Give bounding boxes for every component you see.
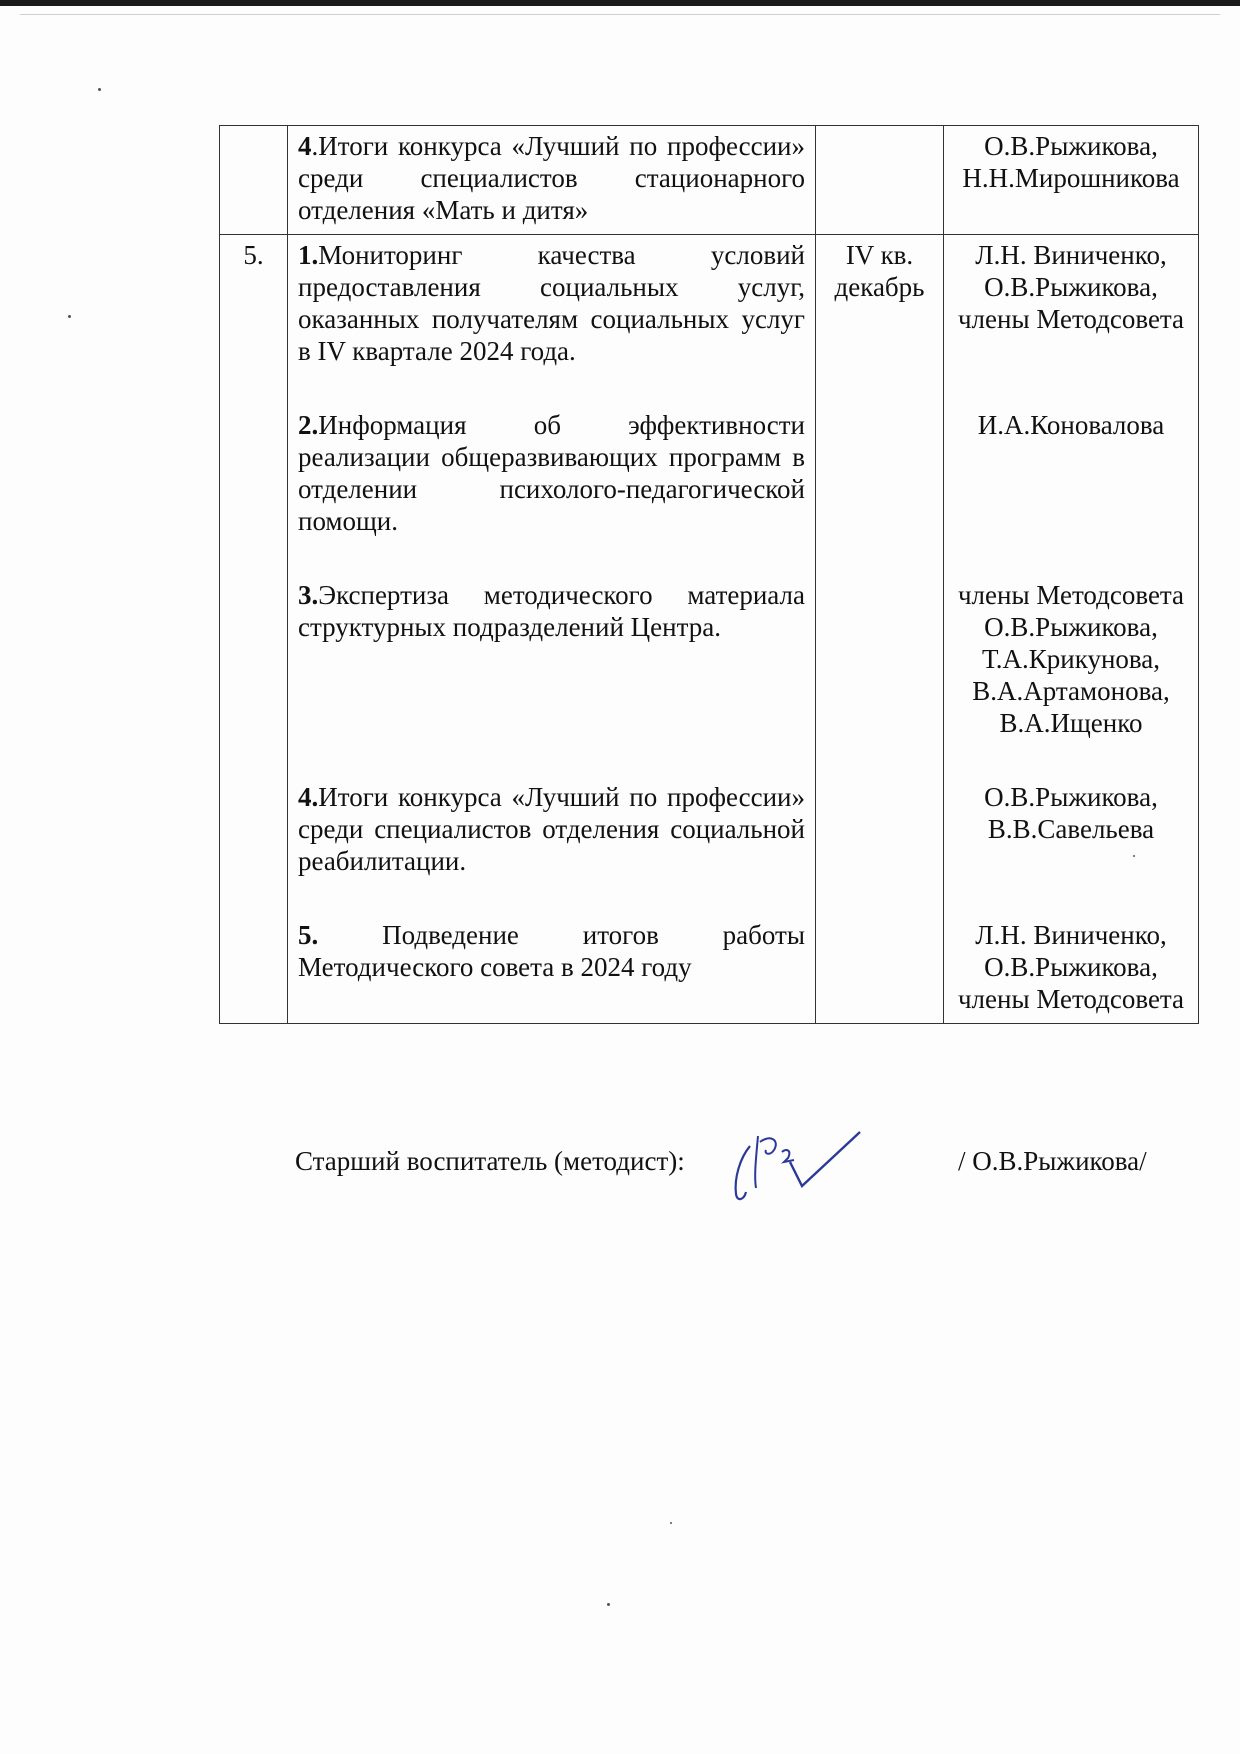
row-number-cell [220, 375, 288, 545]
date-cell [816, 885, 944, 1024]
table-row [220, 375, 1199, 545]
signature-name: / О.В.Рыжикова/ [958, 1146, 1147, 1176]
date-cell [816, 126, 944, 235]
responsible-person: Л.Н. Виниченко, [975, 240, 1167, 270]
table-row [220, 126, 1199, 235]
responsible-cell [944, 747, 1199, 885]
date-cell [816, 545, 944, 747]
date-cell [816, 747, 944, 885]
table-row [220, 747, 1199, 885]
agenda-item-cell [288, 747, 816, 885]
agenda-item-text: .Итоги конкурса «Лучший по профессии» среди специалистов стационарного отделения «Мать и дитя» [298, 131, 805, 225]
agenda-item [298, 579, 805, 643]
agenda-item [298, 130, 805, 226]
responsible-person: О.В.Рыжикова, [984, 952, 1158, 982]
responsible-person: О.В.Рыжикова, [984, 612, 1158, 642]
agenda-item [298, 409, 805, 537]
row-number-cell [220, 747, 288, 885]
responsible-person: Т.А.Крикунова, [981, 644, 1161, 674]
scan-edge [0, 0, 1240, 6]
agenda-item-number: 2. [298, 410, 319, 440]
agenda-item [298, 781, 805, 877]
agenda-item [298, 239, 805, 367]
handwritten-signature [730, 1128, 880, 1208]
scan-speck [670, 1522, 672, 1524]
responsible-cell [944, 375, 1199, 545]
table-row [220, 235, 1199, 376]
row-number-cell: 5. [220, 235, 288, 376]
responsible-person: члены Методсовета [957, 984, 1185, 1014]
row-number-cell [220, 126, 288, 235]
responsible-cell [944, 235, 1199, 376]
responsible-person: Л.Н. Виниченко, [975, 920, 1167, 950]
responsible-person: И.А.Коновалова [977, 410, 1165, 440]
scan-speck [607, 1603, 610, 1606]
signature-position: Старший воспитатель (методист): [295, 1146, 685, 1176]
responsible-cell [944, 885, 1199, 1024]
plan-table-body [220, 126, 1199, 1024]
agenda-item-number: 3. [298, 580, 319, 610]
agenda-item-number: 4 [298, 131, 312, 161]
agenda-item-text: Итоги конкурса «Лучший по профессии» среди специалистов отделения социальной реабилитации. [298, 782, 805, 876]
agenda-item [298, 919, 805, 983]
agenda-item-cell [288, 545, 816, 747]
date-line: декабрь [834, 272, 925, 302]
agenda-item-cell [288, 885, 816, 1024]
agenda-item-cell [288, 126, 816, 235]
row-number-cell [220, 545, 288, 747]
agenda-item-cell [288, 235, 816, 376]
scan-line [20, 14, 1220, 15]
responsible-person: О.В.Рыжикова, [984, 131, 1158, 161]
table-row [220, 885, 1199, 1024]
agenda-item-number: 4. [298, 782, 319, 812]
date-cell [816, 235, 944, 376]
date-cell [816, 375, 944, 545]
row-number-cell [220, 885, 288, 1024]
agenda-item-text: Информация об эффективности реализации общеразвивающих программ в отделении психолого-педагогической помощи. [298, 410, 805, 536]
responsible-person: члены Методсовета [957, 304, 1185, 334]
responsible-person: О.В.Рыжикова, [984, 272, 1158, 302]
agenda-item-text: Подведение итогов работы Методического совета в 2024 году [298, 920, 805, 982]
date-line: IV кв. [845, 240, 914, 270]
responsible-person: В.А.Ищенко [999, 708, 1143, 738]
table-row [220, 545, 1199, 747]
agenda-item-number: 5. [298, 920, 319, 950]
agenda-item-number: 1. [298, 240, 319, 270]
responsible-cell [944, 126, 1199, 235]
responsible-person: В.А.Артамонова, [972, 676, 1170, 706]
responsible-person: В.В.Савельева [987, 814, 1155, 844]
plan-table [219, 125, 1199, 1024]
responsible-cell [944, 545, 1199, 747]
agenda-item-text: Мониторинг качества условий предоставления социальных услуг, оказанных получателям социальных услуг в IV квартале 2024 года. [298, 240, 805, 366]
agenda-item-text: Экспертиза методического материала структурных подразделений Центра. [298, 580, 805, 642]
scan-speck [68, 315, 71, 318]
scan-speck [98, 88, 101, 91]
agenda-item-cell [288, 375, 816, 545]
responsible-person: О.В.Рыжикова, [984, 782, 1158, 812]
responsible-person: члены Методсовета [957, 580, 1185, 610]
responsible-person: Н.Н.Мирошникова [962, 163, 1180, 193]
